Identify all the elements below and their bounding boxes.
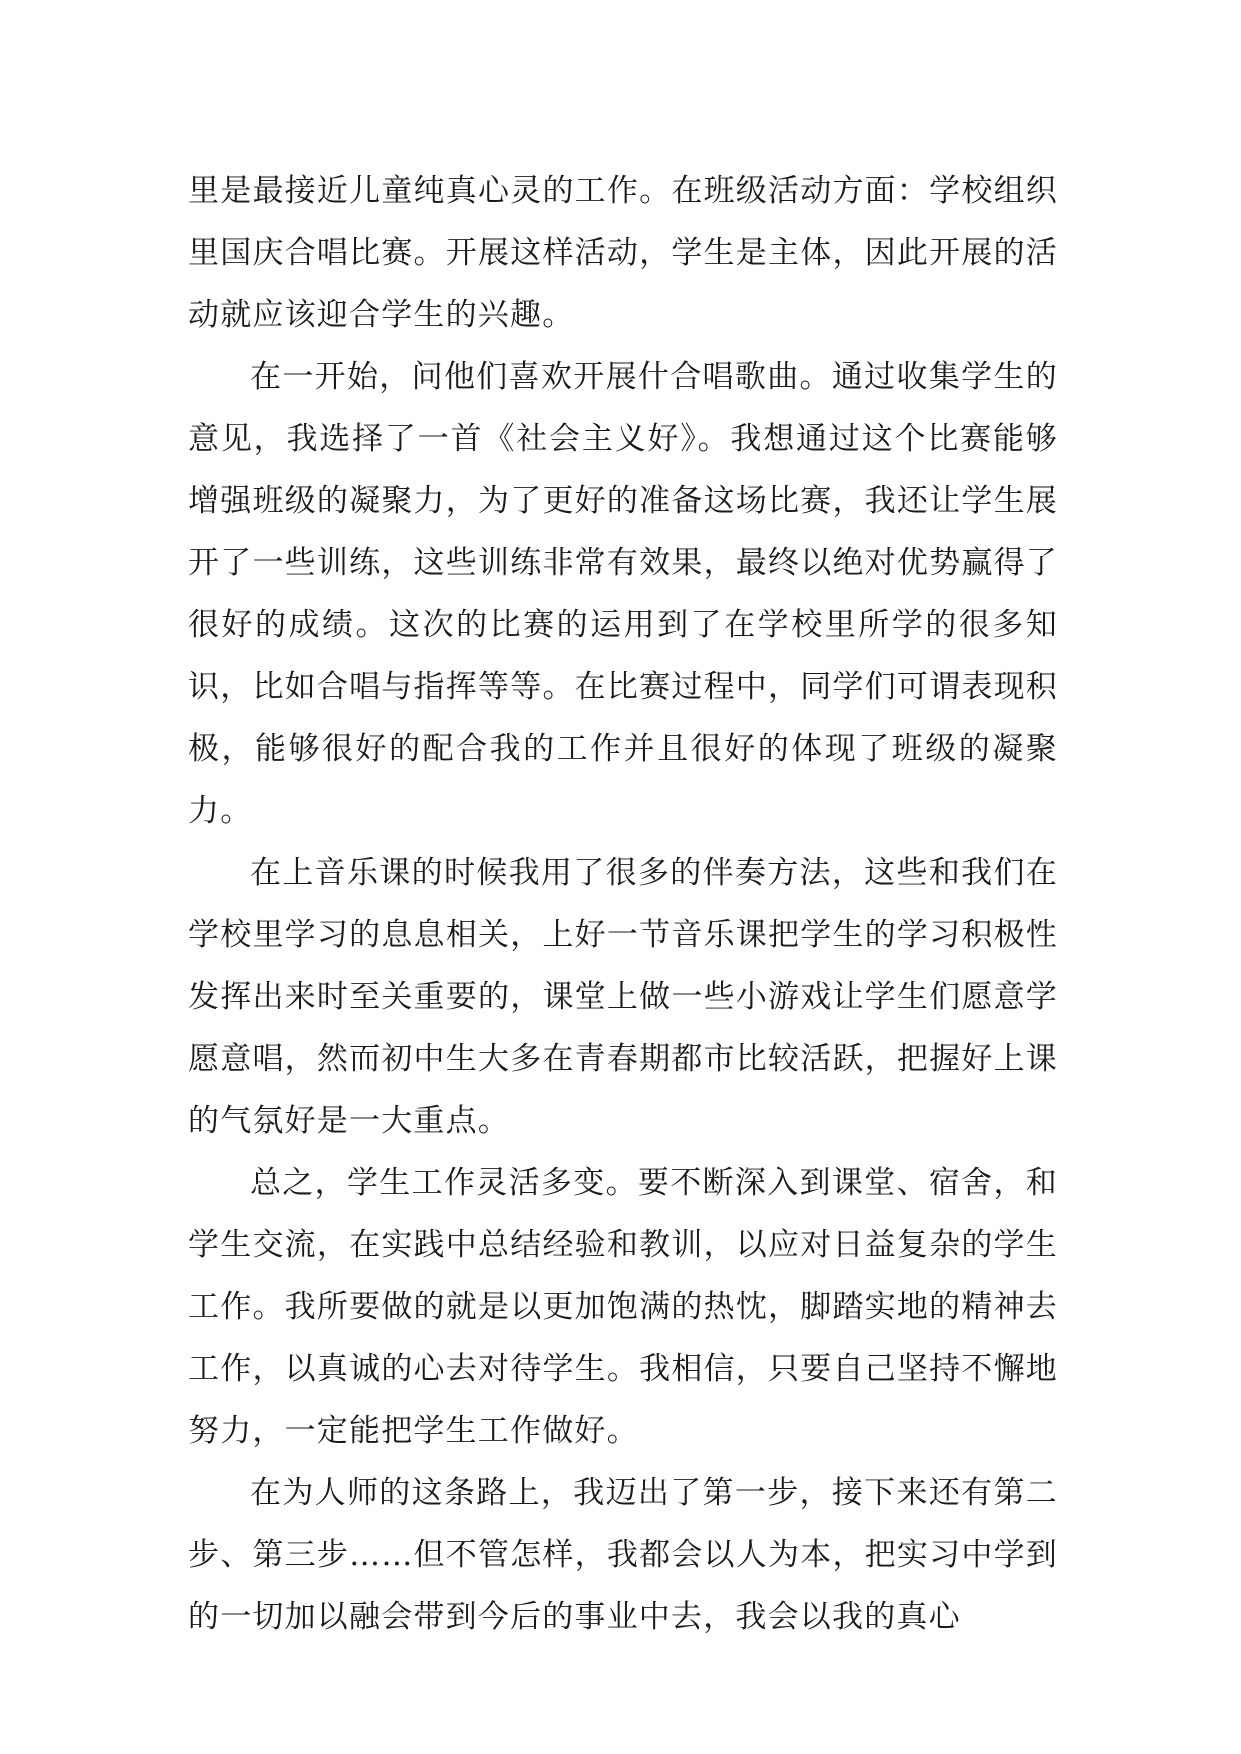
document-page — [188, 160, 1058, 1648]
paragraph-3: 在上音乐课的时候我用了很多的伴奏方法，这些和我们在学校里学习的息息相关，上好一节音乐课把学生的学习积极性发挥出来时至关重要的，课堂上做一些小游戏让学生们愿意学愿意唱，然而初中生大多在青春期都市比较活跃，把握好上课的气氛好是一大重点。 — [188, 855, 1058, 1139]
paragraph-1: 里是最接近儿童纯真心灵的工作。在班级活动方面：学校组织里国庆合唱比赛。开展这样活动，学生是主体，因此开展的活动就应该迎合学生的兴趣。 — [188, 173, 1058, 333]
paragraph-4: 总之，学生工作灵活多变。要不断深入到课堂、宿舍，和学生交流，在实践中总结经验和教训，以应对日益复杂的学生工作。我所要做的就是以更加饱满的热忱，脚踏实地的精神去工作，以真诚的心去对待学生。我相信，只要自己坚持不懈地努力，一定能把学生工作做好。 — [188, 1165, 1058, 1449]
paragraph-2: 在一开始，问他们喜欢开展什合唱歌曲。通过收集学生的意见，我选择了一首《社会主义好》。我想通过这个比赛能够增强班级的凝聚力，为了更好的准备这场比赛，我还让学生展开了一些训练，这些训练非常有效果，最终以绝对优势赢得了很好的成绩。这次的比赛的运用到了在学校里所学的很多知识，比如合唱与指挥等等。在比赛过程中，同学们可谓表现积极，能够很好的配合我的工作并且很好的体现了班级的凝聚力。 — [188, 359, 1058, 829]
paragraph-5: 在为人师的这条路上，我迈出了第一步，接下来还有第二步、第三步……但不管怎样，我都会以人为本，把实习中学到的一切加以融会带到今后的事业中去，我会以我的真心 — [188, 1475, 1058, 1635]
